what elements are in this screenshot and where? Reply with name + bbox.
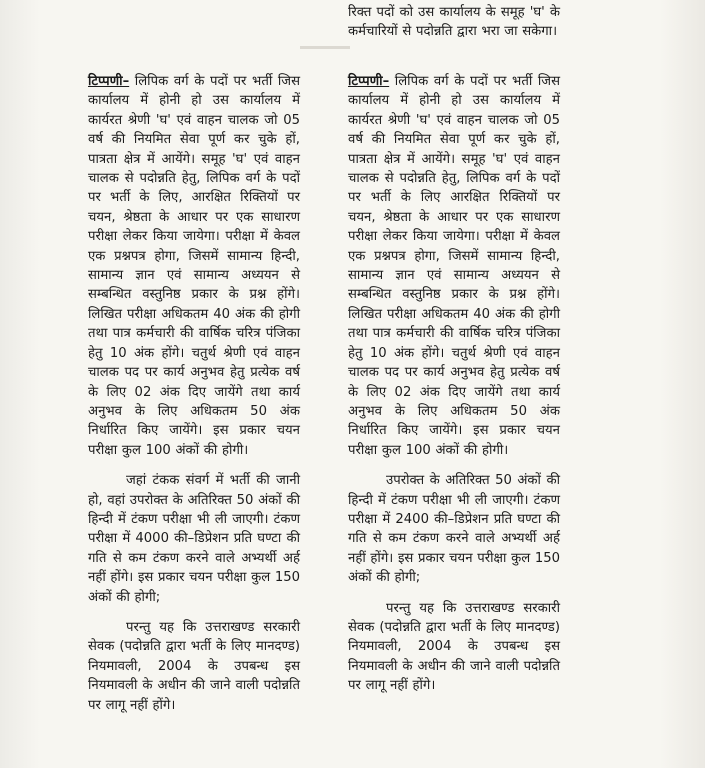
right-note-body: लिपिक वर्ग के पदों पर भर्ती जिस कार्यालय में होनी हो उस कार्यालय में कार्यरत श्रेणी 'घ' एवं वाहन चालक जो 05 वर्ष की नियमित सेवा पूर्ण कर चुके हों, पात्रता क्षेत्र में आयेंगे। समूह 'घ' एवं वाहन चालक से पदोन्नति हेतु, लिपिक वर्ग के पदों पर भर्ती के लिए आरक्षित रिक्तियों पर चयन, श्रेष्ठता के आधार पर एक साधारण परीक्षा लेकर किया जायेगा। परीक्षा में केवल एक प्रश्नपत्र होगा, जिसमें सामान्य हिन्दी, सामान्य ज्ञान एवं सामान्य अध्ययन से सम्बन्धित वस्तुनिष्ठ प्रकार के प्रश्न होंगे। लिखित परीक्षा अधिकतम 40 अंक की होगी तथा पात्र कर्मचारी की वार्षिक चरित्र पंजिका हेतु 10 अंक होंगे। चतुर्थ श्रेणी एवं वाहन चालक पद पर कार्य अनुभव हेतु प्रत्येक वर्ष के लिए 02 अंक दिए जायेंगे तथा कार्य अनुभव के लिए अधिकतम 50 अंक निर्धारित किए जायेंगे। इस प्रकार चयन परीक्षा कुल 100 अंकों की होगी। [348, 74, 560, 458]
left-note-body: लिपिक वर्ग के पदों पर भर्ती जिस कार्यालय में होनी हो उस कार्यालय में कार्यरत श्रेणी 'घ' एवं वाहन चालक जो 05 वर्ष की नियमित सेवा पूर्ण कर चुके हों, पात्रता क्षेत्र में आयेंगे। समूह 'घ' एवं वाहन चालक से पदोन्नति हेतु, लिपिक वर्ग के पदों पर भर्ती के लिए, आरक्षित रिक्तियों पर चयन, श्रेष्ठता के आधार पर एक साधारण परीक्षा लेकर किया जायेगा। परीक्षा में केवल एक प्रश्नपत्र होगा, जिसमें सामान्य हिन्दी, सामान्य ज्ञान एवं सामान्य अध्ययन से सम्बन्धित वस्तुनिष्ठ प्रकार के प्रश्न होंगे। लिखित परीक्षा अधिकतम 40 अंक की होगी तथा पात्र कर्मचारी की वार्षिक चरित्र पंजिका हेतु 10 अंक होंगे। चतुर्थ श्रेणी एवं वाहन चालक पद पर कार्य अनुभव हेतु प्रत्येक वर्ष के लिए 02 अंक दिए जायेंगे तथा कार्य अनुभव के लिए अधिकतम 50 अंक निर्धारित किए जायेंगे। इस प्रकार चयन परीक्षा कुल 100 अंकों की होगी। [88, 74, 300, 458]
scan-smudge [300, 46, 350, 49]
left-proviso-paragraph: परन्तु यह कि उत्तराखण्ड सरकारी सेवक (पदोन्नति द्वारा भर्ती के लिए मानदण्ड) नियमावली, 2004 के उपबन्ध इस नियमावली के अधीन की जाने वाली पदोन्नति पर लागू नहीं होंगे। [88, 619, 300, 713]
right-proviso-paragraph: परन्तु यह कि उत्तराखण्ड सरकारी सेवक (पदोन्नति द्वारा भर्ती के लिए मानदण्ड) नियमावली, 2004 के उपबन्ध इस नियमावली के अधीन की जाने वाली पदोन्नति पर लागू नहीं होंगे। [348, 600, 560, 694]
right-top-paragraph: रिक्त पदों को उस कार्यालय के समूह 'घ' के कर्मचारियों से पदोन्नति द्वारा भरा जा सकेगा। [348, 5, 560, 40]
left-note-paragraph [88, 72, 300, 460]
right-note-paragraph [348, 72, 560, 460]
left-column [88, 72, 300, 715]
left-note-label: टिप्पणी– [88, 74, 130, 89]
left-typing-paragraph: जहां टंकक संवर्ग में भर्ती की जानी हो, वहां उपरोक्त के अतिरिक्त 50 अंकों की हिन्दी में टंकण परीक्षा भी ली जाएगी। टंकण परीक्षा में 4000 की–डिप्रेशन प्रति घण्टा की गति से कम टंकण करने वाले अभ्यर्थी अर्ह नहीं होंगे। इस प्रकार चयन परीक्षा कुल 150 अंकों की होगी; [88, 473, 301, 605]
right-typing-paragraph: उपरोक्त के अतिरिक्त 50 अंकों की हिन्दी में टंकण परीक्षा भी ली जाएगी। टंकण परीक्षा में 2400 की–डिप्रेशन प्रति घण्टा की गति से कम टंकण करने वाले अभ्यर्थी अर्ह नहीं होंगे। इस प्रकार चयन परीक्षा कुल 150 अंकों की होगी; [348, 473, 561, 586]
right-column-top [348, 3, 560, 42]
right-column [348, 72, 560, 696]
right-note-label: टिप्पणी– [348, 74, 390, 89]
